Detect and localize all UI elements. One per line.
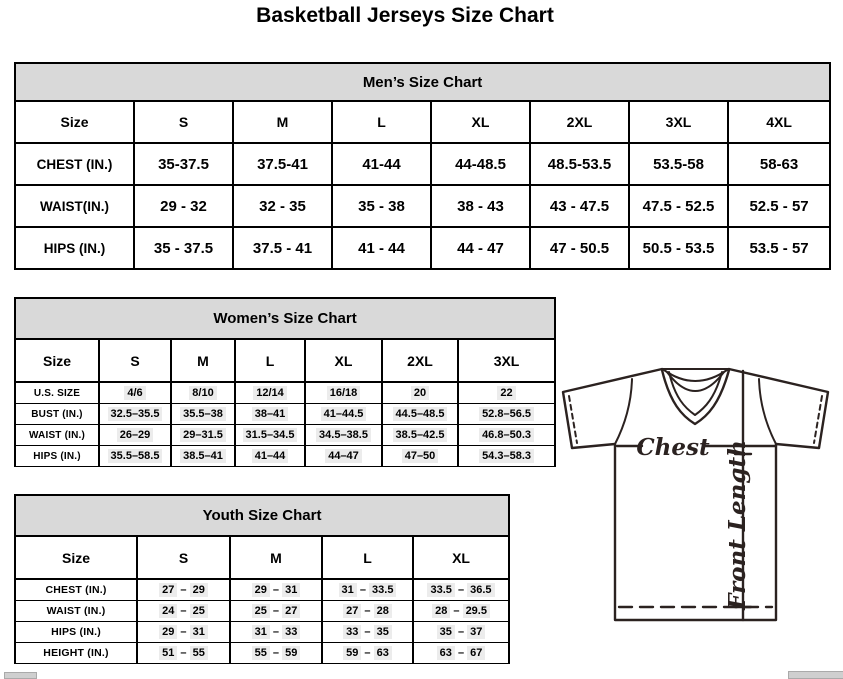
value-cell [171,382,235,404]
row-label-cell: HIPS (IN.) [15,622,137,643]
value-cell: 35 – 37 [413,622,509,643]
measurement-value: 37 [467,625,485,639]
column-header-cell: XL [413,536,509,579]
mens-size-chart-table [14,62,831,270]
row-label-cell: HEIGHT (IN.) [15,643,137,664]
table-title-row [15,495,509,536]
measurement-value: 59 [343,646,361,660]
row-label-cell: WAIST (IN.) [15,601,137,622]
measurement-row [15,404,555,425]
value-cell: 31 – 33.5 [322,579,413,601]
value-cell [458,425,555,446]
measurement-row [15,143,830,185]
value-cell: 38 - 43 [431,185,530,227]
measurement-row [15,579,509,601]
measurement-value: 33 [282,625,300,639]
measurement-value: 28 [374,604,392,618]
column-header-cell: 3XL [458,339,555,382]
measurement-row [15,382,555,404]
value-cell: 37.5-41 [233,143,332,185]
value-cell [305,425,382,446]
column-header-cell: XL [305,339,382,382]
value-cell [99,446,171,467]
measurement-value: 46.8–50.3 [479,428,534,442]
measurement-value: 41–44 [252,449,289,463]
value-cell: 51 – 55 [137,643,230,664]
value-cell: 37.5 - 41 [233,227,332,269]
value-cell: 53.5-58 [629,143,728,185]
measurement-value: 33 [343,625,361,639]
value-cell [382,382,458,404]
measurement-value: 26–29 [117,428,154,442]
measurement-value: 34.5–38.5 [316,428,371,442]
table-title-row [15,298,555,339]
value-cell: 32 - 35 [233,185,332,227]
measurement-value: 38.5–41 [180,449,226,463]
size-header-row [15,339,555,382]
value-cell: 47 - 50.5 [530,227,629,269]
row-label-cell: WAIST(IN.) [15,185,134,227]
youth-size-chart-section [14,494,508,664]
column-header-cell: 2XL [382,339,458,382]
value-cell [171,404,235,425]
value-cell [99,382,171,404]
measurement-value: 16/18 [327,386,361,400]
value-cell [99,425,171,446]
measurement-value: 35 [374,625,392,639]
value-cell: 35-37.5 [134,143,233,185]
value-cell [458,446,555,467]
value-cell: 27 – 28 [322,601,413,622]
measurement-value: 12/14 [253,386,287,400]
measurement-value: 38.5–42.5 [393,428,448,442]
measurement-value: 28 [432,604,450,618]
value-cell: 58-63 [728,143,830,185]
value-cell: 31 – 33 [230,622,322,643]
column-header-cell: S [134,101,233,143]
size-header-cell: Size [15,101,134,143]
measurement-value: 29.5 [463,604,490,618]
measurement-row [15,601,509,622]
measurement-value: 24 [159,604,177,618]
size-header-row [15,536,509,579]
value-cell: 52.5 - 57 [728,185,830,227]
table-title: Women’s Size Chart [15,298,555,339]
column-header-cell: XL [431,101,530,143]
value-cell [305,446,382,467]
value-cell: 41-44 [332,143,431,185]
mens-size-chart-section [14,62,829,270]
value-cell: 53.5 - 57 [728,227,830,269]
measurement-value: 36.5 [467,583,494,597]
column-header-cell: S [99,339,171,382]
measurement-value: 55 [190,646,208,660]
measurement-value: 63 [437,646,455,660]
measurement-value: 29–31.5 [180,428,226,442]
measurement-value: 31 [190,625,208,639]
column-header-cell: 4XL [728,101,830,143]
measurement-value: 25 [190,604,208,618]
value-cell: 55 – 59 [230,643,322,664]
value-cell: 41 - 44 [332,227,431,269]
measurement-row [15,425,555,446]
value-cell: 24 – 25 [137,601,230,622]
measurement-row [15,643,509,664]
jersey-measurement-diagram [558,358,843,648]
row-label-cell: HIPS (IN.) [15,227,134,269]
value-cell [235,446,305,467]
row-label-cell: U.S. SIZE [15,382,99,404]
measurement-value: 38–41 [252,407,289,421]
row-label-cell: BUST (IN.) [15,404,99,425]
measurement-value: 47–50 [402,449,439,463]
size-header-cell: Size [15,339,99,382]
measurement-value: 31 [252,625,270,639]
value-cell: 47.5 - 52.5 [629,185,728,227]
measurement-value: 32.5–35.5 [108,407,163,421]
page-title: Basketball Jerseys Size Chart [256,4,554,27]
value-cell [235,425,305,446]
table-title: Youth Size Chart [15,495,509,536]
measurement-value: 22 [497,386,515,400]
row-label-cell: WAIST (IN.) [15,425,99,446]
measurement-value: 67 [467,646,485,660]
value-cell: 33.5 – 36.5 [413,579,509,601]
measurement-value: 33.5 [369,583,396,597]
value-cell [382,404,458,425]
chest-label: Chest [636,434,710,461]
measurement-row [15,446,555,467]
measurement-value: 51 [159,646,177,660]
value-cell: 43 - 47.5 [530,185,629,227]
column-header-cell: L [235,339,305,382]
value-cell: 28 – 29.5 [413,601,509,622]
measurement-value: 35.5–38 [180,407,226,421]
measurement-value: 27 [282,604,300,618]
horizontal-scrollbar-fragment-right[interactable] [788,671,843,679]
value-cell: 29 – 31 [137,622,230,643]
value-cell [99,404,171,425]
measurement-value: 29 [159,625,177,639]
measurement-value: 29 [252,583,270,597]
measurement-row [15,227,830,269]
value-cell: 29 - 32 [134,185,233,227]
womens-size-chart-section [14,297,554,467]
measurement-value: 44–47 [325,449,362,463]
column-header-cell: 2XL [530,101,629,143]
size-header-cell: Size [15,536,137,579]
value-cell: 59 – 63 [322,643,413,664]
value-cell [305,404,382,425]
value-cell: 27 – 29 [137,579,230,601]
value-cell [382,425,458,446]
row-label-cell: CHEST (IN.) [15,579,137,601]
value-cell: 44 - 47 [431,227,530,269]
jersey-outline [563,369,828,620]
measurement-value: 4/6 [124,386,145,400]
measurement-value: 54.3–58.3 [479,449,534,463]
measurement-row [15,185,830,227]
measurement-row [15,622,509,643]
value-cell [235,404,305,425]
value-cell [458,382,555,404]
measurement-value: 31 [282,583,300,597]
value-cell: 50.5 - 53.5 [629,227,728,269]
value-cell [235,382,305,404]
value-cell: 25 – 27 [230,601,322,622]
value-cell: 35 - 37.5 [134,227,233,269]
right-armhole-seam [759,379,776,444]
measurement-value: 27 [159,583,177,597]
measurement-value: 20 [411,386,429,400]
measurement-value: 55 [252,646,270,660]
front-length-label: Front Length [724,440,751,610]
column-header-cell: L [322,536,413,579]
measurement-value: 52.8–56.5 [479,407,534,421]
womens-size-chart-table [14,297,556,467]
measurement-value: 31.5–34.5 [243,428,298,442]
column-header-cell: M [171,339,235,382]
value-cell: 63 – 67 [413,643,509,664]
measurement-value: 31 [339,583,357,597]
measurement-value: 41–44.5 [321,407,367,421]
measurement-value: 35 [437,625,455,639]
value-cell: 44-48.5 [431,143,530,185]
row-label-cell: CHEST (IN.) [15,143,134,185]
measurement-value: 8/10 [189,386,216,400]
value-cell: 29 – 31 [230,579,322,601]
measurement-value: 33.5 [427,583,454,597]
value-cell [382,446,458,467]
table-title: Men’s Size Chart [15,63,830,101]
left-armhole-seam [615,379,632,444]
measurement-value: 44.5–48.5 [393,407,448,421]
measurement-value: 29 [190,583,208,597]
column-header-cell: 3XL [629,101,728,143]
measurement-value: 63 [374,646,392,660]
value-cell: 35 - 38 [332,185,431,227]
measurement-value: 35.5–58.5 [108,449,163,463]
column-header-cell: S [137,536,230,579]
column-header-cell: L [332,101,431,143]
horizontal-scrollbar-fragment-left[interactable] [4,672,37,679]
value-cell [458,404,555,425]
value-cell [171,425,235,446]
measurement-value: 25 [252,604,270,618]
value-cell: 48.5-53.5 [530,143,629,185]
row-label-cell: HIPS (IN.) [15,446,99,467]
value-cell: 33 – 35 [322,622,413,643]
measurement-value: 27 [343,604,361,618]
size-header-row [15,101,830,143]
column-header-cell: M [230,536,322,579]
value-cell [171,446,235,467]
table-title-row [15,63,830,101]
column-header-cell: M [233,101,332,143]
youth-size-chart-table [14,494,510,664]
value-cell [305,382,382,404]
measurement-value: 59 [282,646,300,660]
